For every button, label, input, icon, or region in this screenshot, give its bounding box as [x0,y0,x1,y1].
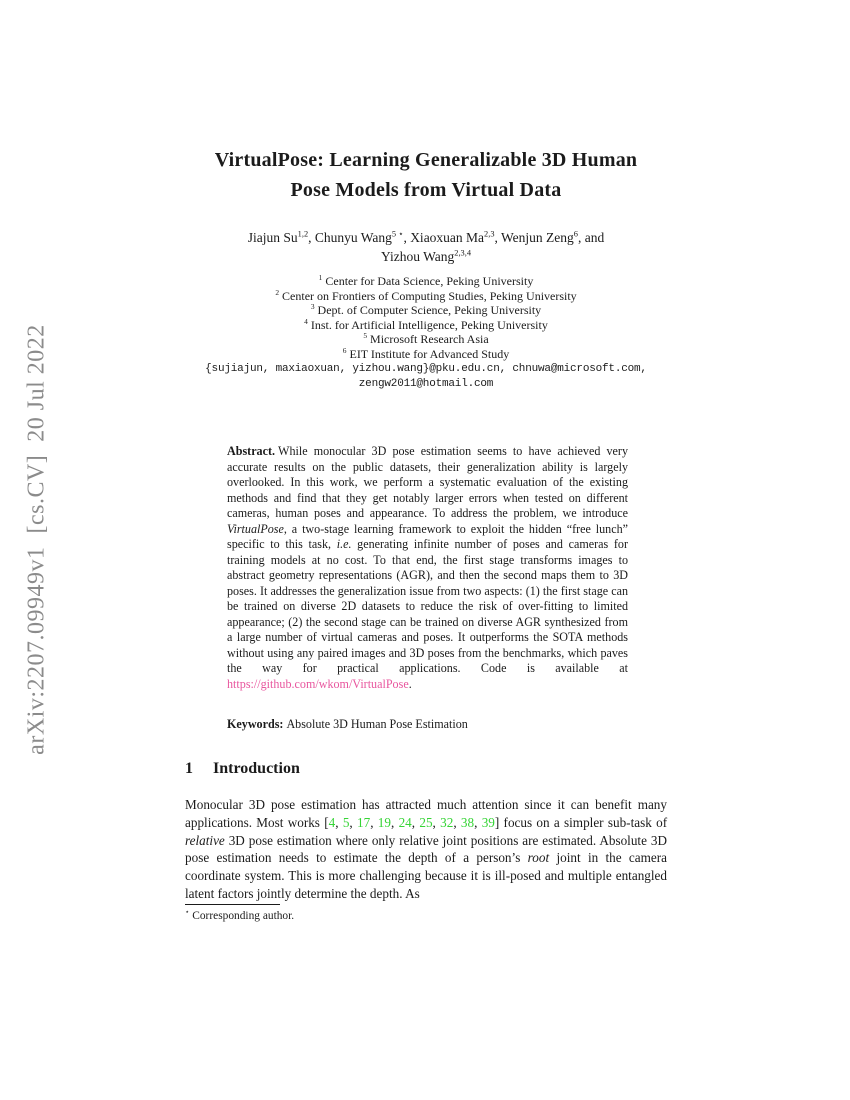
text-segment: relative [185,832,225,848]
text-segment: , Chunyu Wang [308,230,392,245]
section-number: 1 [185,760,193,777]
footnote-text [185,909,667,923]
text-segment: 6 [342,345,347,355]
affiliation-line-2 [165,289,687,304]
author-list [165,229,687,266]
citation-ref[interactable]: 25 [419,814,433,830]
text-segment: Dept. of Computer Science, Peking University [314,303,542,318]
citation-ref[interactable]: 38 [460,814,475,830]
text-segment: ⋆ [185,908,190,917]
text-segment: Yizhou Wang [381,248,455,264]
citation-ref[interactable]: 17 [357,814,371,830]
text-segment: 3D pose estimation where only relative joint positions are estimated. Absolute 3D pose estimation needs to estimate the depth of a person’s [185,832,667,866]
author-line-1 [165,229,687,248]
affiliation-line-3 [165,303,687,318]
text-segment: 2,3 [484,229,495,239]
text-segment: , [349,814,357,830]
text-segment: Keywords: [227,717,284,731]
text-segment: root [527,850,550,866]
citation-ref[interactable]: 24 [398,814,412,830]
text-segment: joint in the camera coordinate system. This is more challenging because it is ill-posed and multiple entangled latent factors jointly determine the depth. As [185,850,667,901]
section-title: Introduction [213,760,300,777]
text-segment: Absolute 3D Human Pose Estimation [286,717,468,731]
text-segment: , [474,814,482,830]
text-segment: generating infinite number of poses and cameras for training models at no cost. To that end, the first stage transforms images to abstract geometry representations (AGR), and then the second maps them to 3D poses. It addresses the generalization issue from two aspects: (1) the first stage can be trained on diverse 2D datasets to reduce the risk of over-fitting to limited appearance; (2) the second stage can be trained on diverse AGR synthesized from a large number of virtual cameras and poses. It outperforms the SOTA methods without using any paired images and 3D poses from the benchmarks, which paves the way for practical applications. Code is available at [227,537,628,675]
paper-title [185,145,667,205]
text-segment: i.e. [336,537,352,551]
affiliation-line-6 [165,347,687,362]
affiliation-line-5 [165,332,687,347]
text-segment: , a two-stage learning framework to exploit the hidden “free lunch” specific to this task, [227,521,628,551]
text-segment: 2,3,4 [454,248,471,257]
text-segment: EIT Institute for Advanced Study [346,346,510,361]
text-segment: 5 ⋆ [391,229,404,239]
text-segment: , [390,814,399,830]
abstract-paragraph [227,444,628,692]
text-segment: Center on Frontiers of Computing Studies, Peking University [279,288,577,303]
text-segment: , Xiaoxuan Ma [403,230,485,245]
text-segment: ] focus on a simpler sub-task of [494,814,668,830]
keywords-line [227,717,628,733]
text-segment: Inst. for Artificial Intelligence, Peking University [307,317,548,332]
text-segment: While monocular 3D pose estimation seems to have achieved very accurate results on the public datasets, their generalization ability is largely overlooked. In this work, we perform a systematic evaluation of the existing methods and find that they get notably larger errors when tested on different cameras, human poses and appearance. To address the problem, we introduce [227,444,628,520]
text-segment: Jiajun Su [247,230,298,245]
text-segment: Center for Data Science, Peking University [322,274,534,288]
citation-ref[interactable]: 5 [342,814,350,830]
text-segment: 6 [573,229,578,239]
text-segment: . [408,676,412,691]
text-segment: 1 [318,273,323,282]
text-segment: 1,2 [297,229,309,239]
text-segment: 5 [363,331,368,341]
citation-ref[interactable]: 4 [328,814,336,830]
text-segment: , and [577,230,605,245]
text-segment: Corresponding author. [189,910,295,922]
text-segment: Abstract. [227,444,276,458]
arxiv-watermark: arXiv:2207.09949v1 [cs.CV] 20 Jul 2022 [23,324,50,755]
affiliation-line-4 [165,318,687,333]
text-segment: VirtualPose [227,521,284,536]
footnote-block [185,904,667,923]
footnote-rule [185,904,280,905]
affiliation-line-1 [165,274,687,289]
text-segment: 3 [310,302,315,312]
text-segment: Monocular 3D pose estimation has attracted much attention since it can benefit many applications. Most works [ [185,797,667,830]
intro-paragraph [185,796,667,903]
github-repo-link[interactable]: https://github.com/wkom/VirtualPose [227,676,409,691]
text-segment: , [370,814,378,830]
citation-ref[interactable]: 19 [377,814,391,830]
email-line-2: zengw2011@hotmail.com [358,377,494,390]
citation-ref[interactable]: 39 [481,814,495,830]
text-segment: Microsoft Research Asia [367,332,489,347]
affiliations-block [165,274,687,392]
text-segment: , [335,814,343,830]
author-line-2 [165,248,687,267]
text-segment: , [453,814,461,830]
text-segment: 2 [275,287,280,297]
citation-ref[interactable]: 32 [440,814,454,830]
text-segment: , [411,814,420,830]
title-line-1: VirtualPose: Learning Generalizable 3D Human [214,149,638,171]
section-heading [185,760,667,778]
title-line-2: Pose Models from Virtual Data [290,179,562,201]
text-segment: , Wenjun Zeng [494,230,574,245]
text-segment: 4 [304,316,308,326]
email-line-1: {sujiajun, maxiaoxuan, yizhou.wang}@pku.edu.cn, chnuwa@microsoft.com, [205,362,647,375]
text-segment: , [432,814,441,830]
